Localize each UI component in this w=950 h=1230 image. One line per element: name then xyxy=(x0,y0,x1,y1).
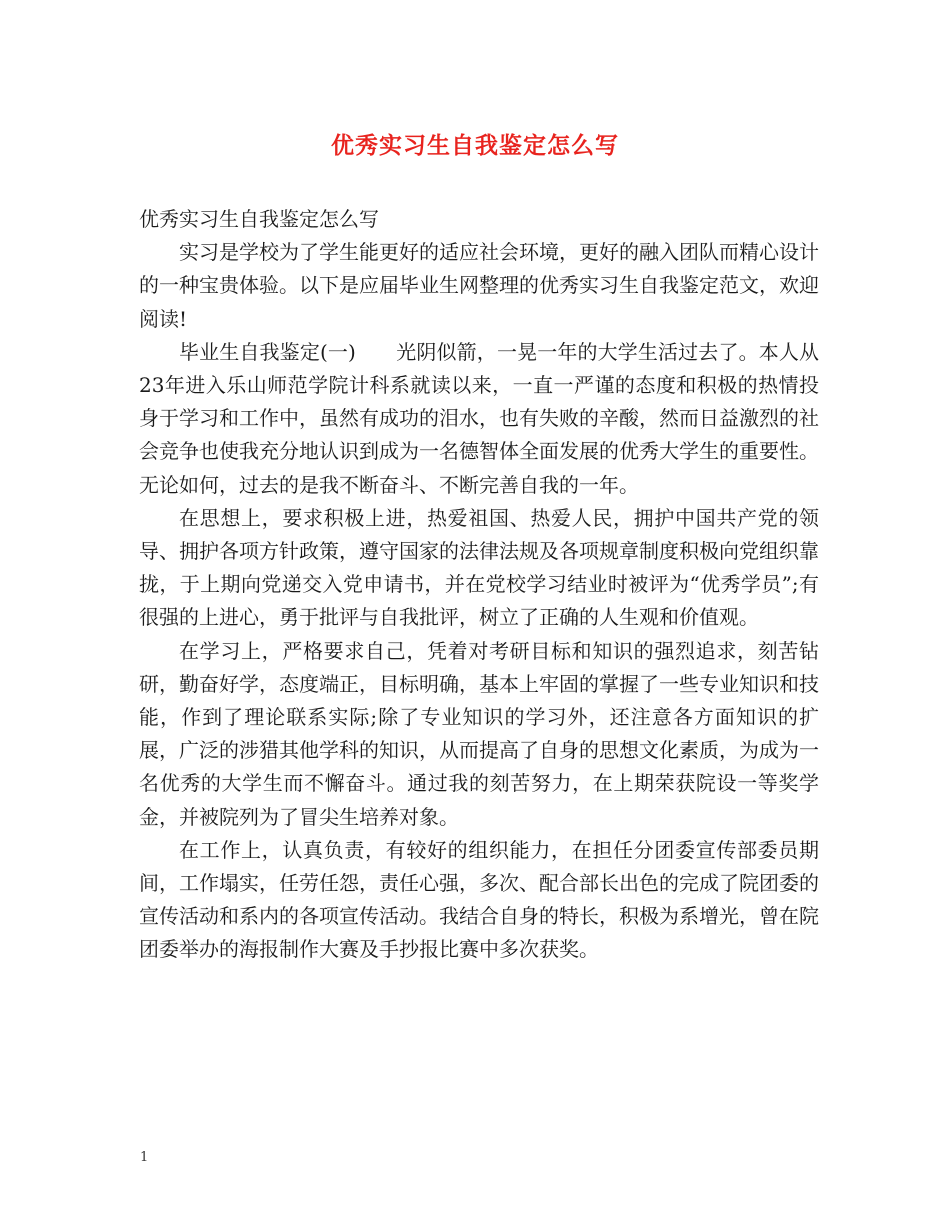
work-paragraph: 在工作上，认真负责，有较好的组织能力，在担任分团委宣传部委员期间，工作塌实，任劳任怨，责任心强，多次、配合部长出色的完成了院团委的宣传活动和系内的各项宣传活动。我结合自身的特长，积极为系增光，曾在院团委举办的海报制作大赛及手抄报比赛中多次获奖。 xyxy=(139,837,819,962)
intro-paragraph: 实习是学校为了学生能更好的适应社会环境，更好的融入团队而精心设计的一种宝贵体验。以下是应届毕业生网整理的优秀实习生自我鉴定范文，欢迎阅读! xyxy=(139,240,819,331)
subtitle-paragraph: 优秀实习生自我鉴定怎么写 xyxy=(139,207,379,231)
document-title: 优秀实习生自我鉴定怎么写 xyxy=(331,132,619,159)
section-one-paragraph: 毕业生自我鉴定(一) 光阴似箭，一晃一年的大学生活过去了。本人从23年进入乐山师范学院计科系就读以来，一直一严谨的态度和积极的热情投身于学习和工作中，虽然有成功的泪水，也有失败的辛酸，然而日益激烈的社会竞争也使我充分地认识到成为一名德智体全面发展的优秀大学生的重要性。无论如何，过去的是我不断奋斗、不断完善自我的一年。 xyxy=(139,339,819,497)
page-number: 1 xyxy=(140,1150,149,1165)
thought-paragraph: 在思想上，要求积极上进，热爱祖国、热爱人民，拥护中国共产党的领导、拥护各项方针政策，遵守国家的法律法规及各项规章制度积极向党组织靠拢，于上期向党递交入党申请书，并在党校学习结业时被评为“优秀学员”;有很强的上进心，勇于批评与自我批评，树立了正确的人生观和价值观。 xyxy=(139,505,819,630)
document-body xyxy=(139,203,819,967)
study-paragraph: 在学习上，严格要求自己，凭着对考研目标和知识的强烈追求，刻苦钻研，勤奋好学，态度端正，目标明确，基本上牢固的掌握了一些专业知识和技能，作到了理论联系实际;除了专业知识的学习外，还注意各方面知识的扩展，广泛的涉猎其他学科的知识，从而提高了自身的思想文化素质，为成为一名优秀的大学生而不懈奋斗。通过我的刻苦努力，在上期荣获院设一等奖学金，并被院列为了冒尖生培养对象。 xyxy=(139,638,819,829)
